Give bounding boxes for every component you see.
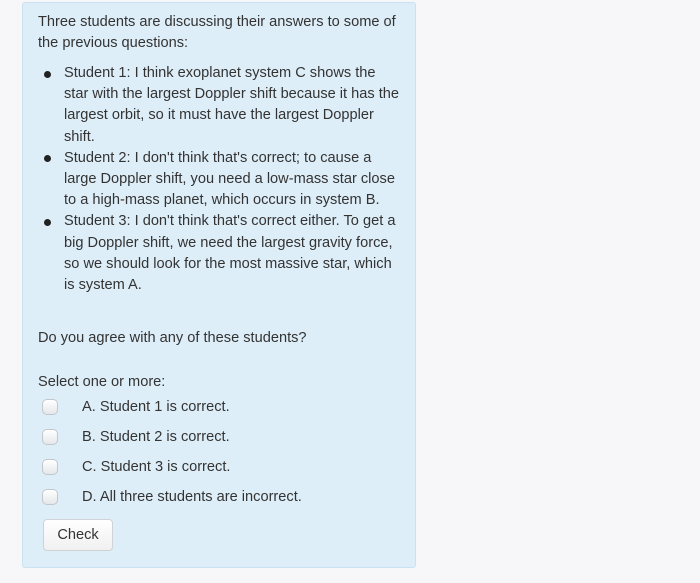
option-d[interactable] xyxy=(42,486,372,508)
option-label[interactable]: A. Student 1 is correct. xyxy=(82,399,230,415)
option-label[interactable]: C. Student 3 is correct. xyxy=(82,459,231,475)
question-prompt: Do you agree with any of these students? xyxy=(38,330,307,346)
checkbox-unchecked-icon[interactable] xyxy=(42,489,58,505)
option-b[interactable] xyxy=(42,426,372,448)
student-statement xyxy=(38,63,403,148)
checkbox-unchecked-icon[interactable] xyxy=(42,399,58,415)
question-intro: Three students are discussing their answers to some of the previous questions: xyxy=(38,14,396,52)
statement-text: Student 3: I don't think that's correct either. To get a big Doppler shift, we need the largest gravity force, so we should look for the most massive star, which is system A. xyxy=(64,213,396,294)
question-card xyxy=(22,2,416,568)
checkbox-unchecked-icon[interactable] xyxy=(42,459,58,475)
student-statements-list xyxy=(38,63,403,296)
student-statement xyxy=(38,148,403,212)
checkbox-unchecked-icon[interactable] xyxy=(42,429,58,445)
check-button[interactable]: Check xyxy=(43,519,113,551)
option-a[interactable] xyxy=(42,396,372,418)
student-statement xyxy=(38,211,403,296)
statement-text: Student 2: I don't think that's correct; to cause a large Doppler shift, you need a low-mass star close to a high-mass planet, which occurs in system B. xyxy=(64,149,395,209)
select-instruction: Select one or more: xyxy=(38,374,166,390)
bullet-dot-icon xyxy=(44,155,51,162)
option-label[interactable]: D. All three students are incorrect. xyxy=(82,489,302,505)
bullet-dot-icon xyxy=(44,219,51,226)
option-c[interactable] xyxy=(42,456,372,478)
bullet-dot-icon xyxy=(44,71,51,78)
option-label[interactable]: B. Student 2 is correct. xyxy=(82,429,230,445)
statement-text: Student 1: I think exoplanet system C shows the star with the largest Doppler shift because it has the largest orbit, so it must have the largest Doppler shift. xyxy=(64,65,400,145)
